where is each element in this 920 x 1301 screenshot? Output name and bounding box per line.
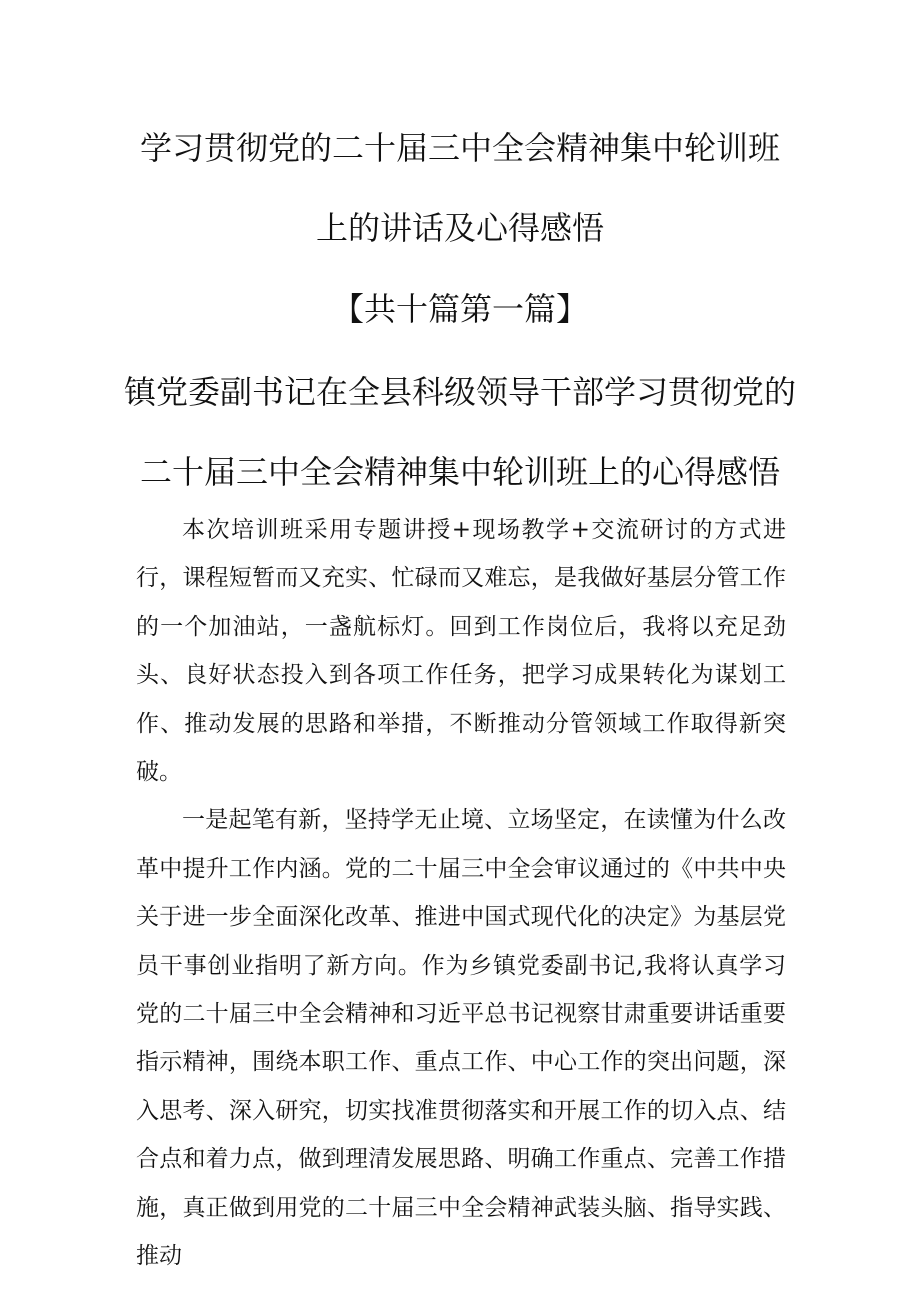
title-line-2: 上的讲话及心得感悟 <box>315 209 604 247</box>
title-line-1: 学习贯彻党的二十届三中全会精神集中轮训班 <box>139 129 780 167</box>
paragraph-point-one: 一是起笔有新，坚持学无止境、立场坚定，在读懂为什么改革中提升工作内涵。党的二十届三中全会审议通过的《中共中央关于进一步全面深化改革、推进中国式现代化的决定》为基层党员干事创业指明了新方向。作为乡镇党委副书记,我将认真学习党的二十届三中全会精神和习近平总书记视察甘肃重要讲话重要指示精神，围绕本职工作、重点工作、中心工作的突出问题，深入思考、深入研究，切实找准贯彻落实和开展工作的切入点、结合点和着力点，做到理清发展思路、明确工作重点、完善工作措施，真正做到用党的二十届三中全会精神武装头脑、指导实践、推动 <box>136 807 786 1270</box>
series-label: 【共十篇第一篇】 <box>331 290 588 328</box>
document-body <box>136 506 786 1281</box>
subtitle-line-1: 镇党委副书记在全县科级领导干部学习贯彻党的 <box>123 373 796 411</box>
subtitle-line-2: 二十届三中全会精神集中轮训班上的心得感悟 <box>139 453 780 491</box>
paragraph-intro: 本次培训班采用专题讲授+现场教学+交流研讨的方式进行，课程短暂而又充实、忙碌而又难忘，是我做好基层分管工作的一个加油站，一盏航标灯。回到工作岗位后，我将以充足劲头、良好状态投入到各项工作任务，把学习成果转化为谋划工作、推动发展的思路和举措，不断推动分管领域工作取得新突破。 <box>136 517 786 786</box>
